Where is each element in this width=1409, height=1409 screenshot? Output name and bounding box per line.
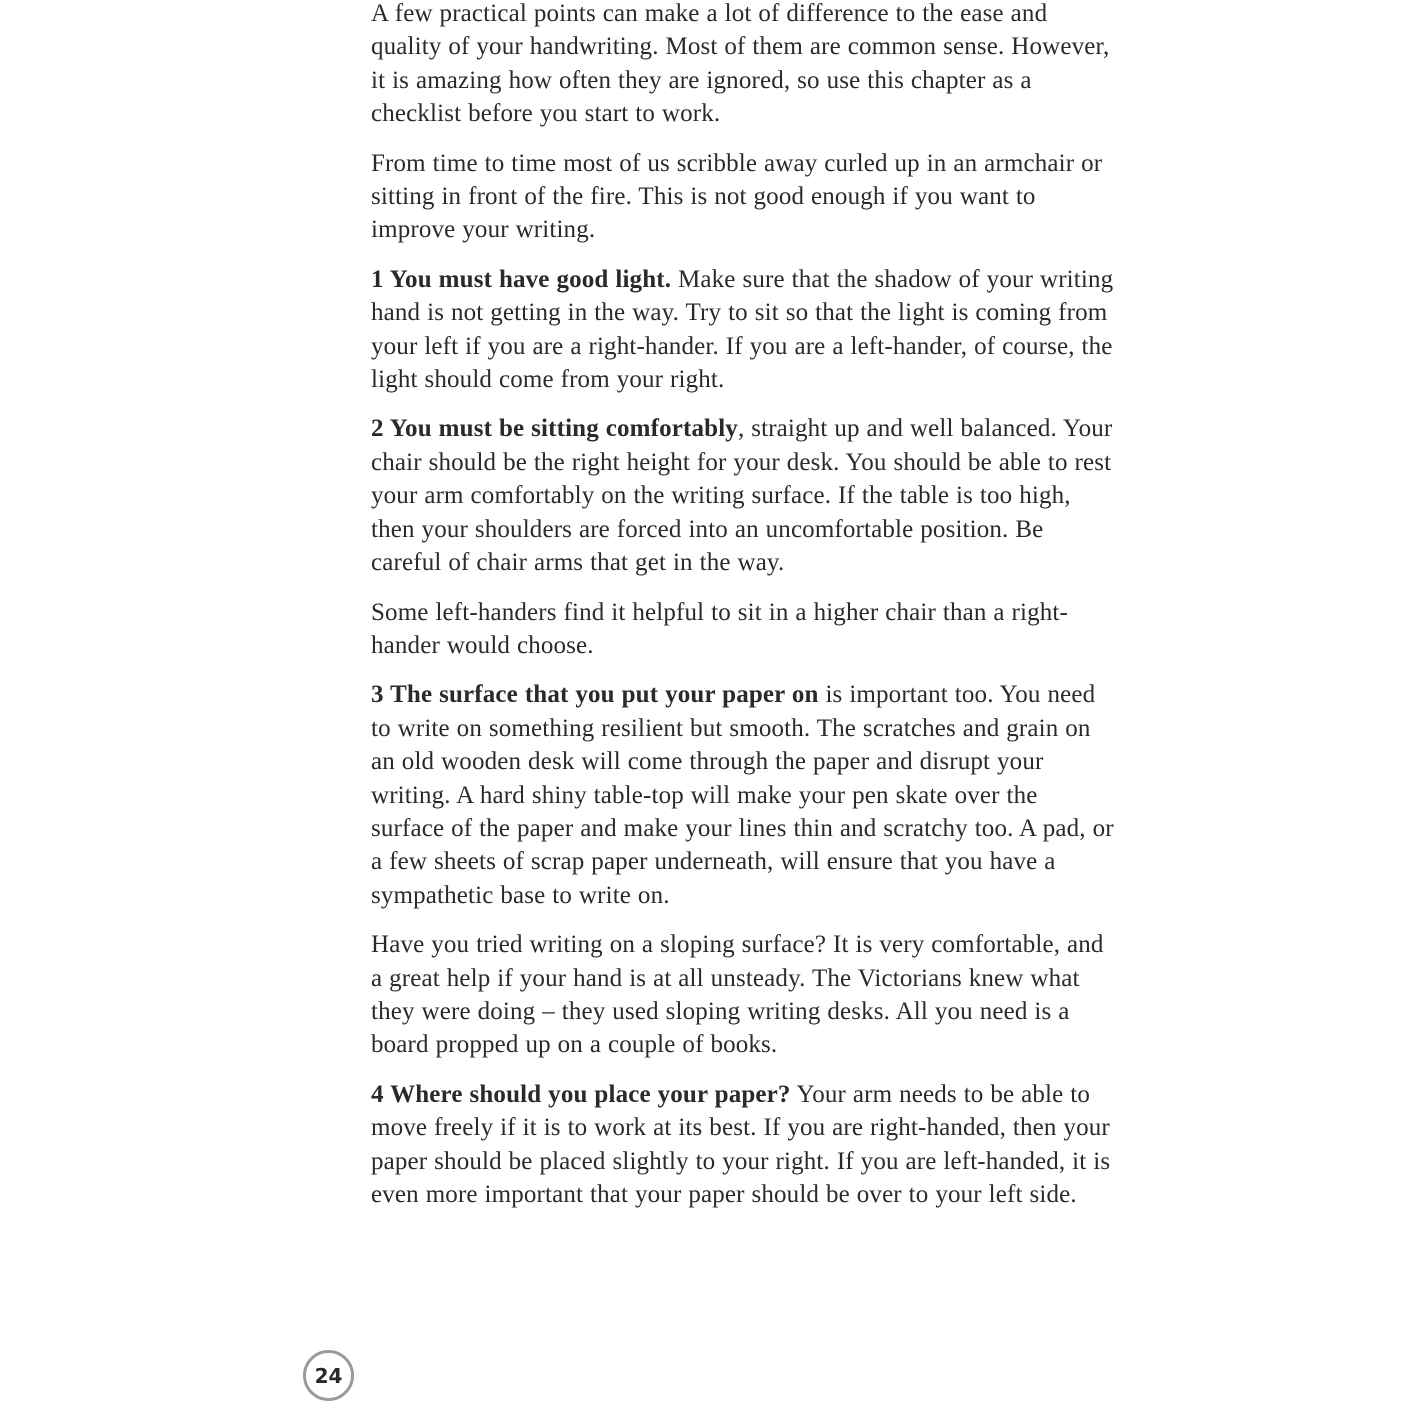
paragraph-point-1-light — [371, 263, 1116, 397]
paragraph-text: Your arm needs to be able to move freely if it is to work at its best. If you are right-handed, then your paper should be placed slightly to your right. If you are left-handed, it is even more important that your paper should be over to your left side. — [371, 1080, 1111, 1208]
paragraph-text: A few practical points can make a lot of difference to the ease and quality of your handwriting. Most of them are common sense. However, it is amazing how often they are ignored, so use this chapter as a checklist before you start to work. — [371, 0, 1110, 128]
paragraph-point-2-sitting — [371, 412, 1116, 579]
paragraph-text: , straight up and well balanced. Your chair should be the right height for your desk. You should be able to rest your arm comfortably on the writing surface. If the table is too high, then your shoulders are forced into an uncomfortable position. Be careful of chair arms that get in the way. — [371, 415, 1113, 577]
paragraph-text: Make sure that the shadow of your writing hand is not getting in the way. Try to sit so that the light is coming from your left if you are a right-hander. If you are a left-hander, of course, the light should come from your right. — [371, 265, 1114, 394]
body-text — [371, 0, 1116, 1227]
paragraph-left-handers-chair — [371, 596, 1116, 663]
paragraph-text: From time to time most of us scribble away curled up in an armchair or sitting in front of the fire. This is not good enough if you want to improve your writing. — [371, 149, 1103, 244]
paragraph-text: Some left-handers find it helpful to sit in a higher chair than a right-hander would choose. — [371, 598, 1068, 659]
paragraph-sloping-surface — [371, 928, 1116, 1062]
paragraph-point-4-paper-placement — [371, 1078, 1116, 1212]
paragraph-intro — [371, 0, 1116, 131]
paragraph-lead: 4 Where should you place your paper? — [371, 1080, 791, 1108]
paragraph-lead: 1 You must have good light. — [371, 265, 672, 293]
page-number: 24 — [303, 1350, 354, 1401]
paragraph-point-3-surface — [371, 678, 1116, 912]
paragraph-lead: 2 You must be sitting comfortably — [371, 415, 738, 443]
paragraph-armchair — [371, 147, 1116, 247]
paragraph-text: is important too. You need to write on something resilient but smooth. The scratches and grain on an old wooden desk will come through the paper and disrupt your writing. A hard shiny table-top will make your pen skate over the surface of the paper and make your lines thin and scratchy too. A pad, or a few sheets of scrap paper underneath, will ensure that you have a sympathetic base to write on. — [371, 681, 1114, 909]
paragraph-text: Have you tried writing on a sloping surface? It is very comfortable, and a great help if your hand is at all unsteady. The Victorians knew what they were doing – they used sloping writing desks. All you need is a board propped up on a couple of books. — [371, 931, 1104, 1059]
paragraph-lead: 3 The surface that you put your paper on — [371, 681, 819, 709]
